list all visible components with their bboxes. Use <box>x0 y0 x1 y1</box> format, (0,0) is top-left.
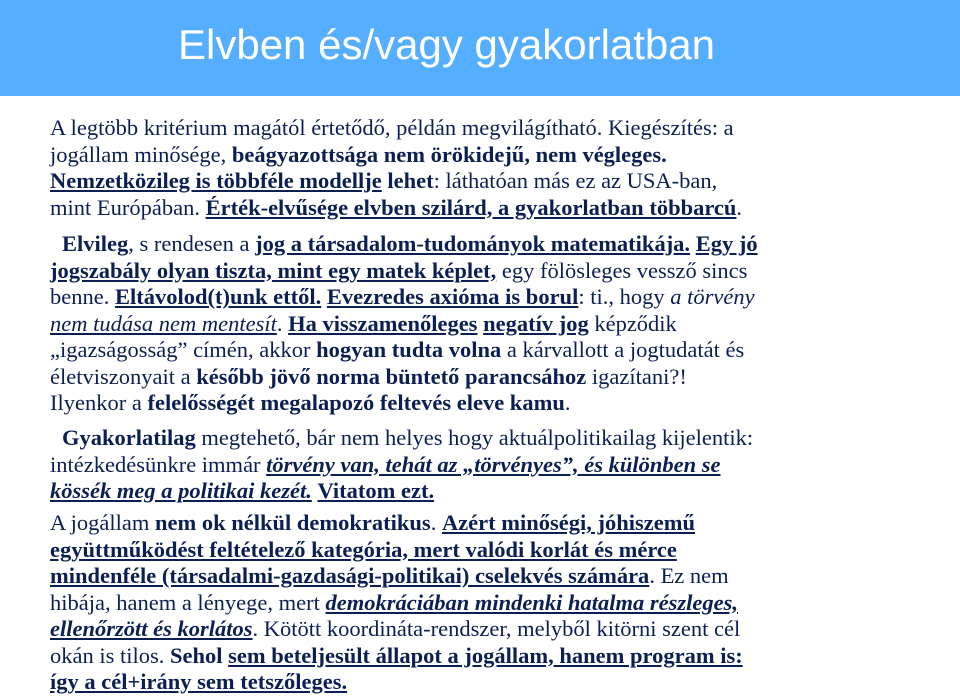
p4-partial-power-part2: ellenőrzött és korlátos <box>50 616 253 641</box>
p4-quality-part3: mindenféle (társadalmi-gazdasági-politikai) cselekvés számára <box>50 563 650 588</box>
paragraph-criteria <box>50 115 930 221</box>
p1-can-be: lehet <box>387 168 434 193</box>
paragraph-in-principle <box>50 231 930 417</box>
p2-line-4: nem tudása nem mentesít. Ha visszamenőleges negatív jog képződik <box>50 310 677 336</box>
slide-title: Elvben és/vagy gyakorlatban <box>178 21 715 68</box>
p3-line-2: intézkedésünkre immár törvény van, tehát az „törvényes”, és különben se <box>50 451 721 477</box>
p4-line-3: mindenféle (társadalmi-gazdasági-politikai) cselekvés számára. Ez nem <box>50 563 729 588</box>
p2-axiom-collapses: Evezredes axióma is borul <box>326 284 579 309</box>
p2-line-5: „igazságosság” címén, akkor hogyan tudta volna a kárvallott a jogtudatát és <box>50 337 745 362</box>
p4-nowhere: Sehol <box>170 642 223 668</box>
p3-law-exists-part1: törvény van, tehát az „törvényes”, és különben se <box>266 451 721 477</box>
title-bar <box>0 0 960 96</box>
p2-ignorance-part1: a törvény <box>670 284 755 309</box>
p2-good-law-part2: jogszabály olyan tiszta, mint egy matek képlet, <box>50 257 497 283</box>
p2-law-math: jog a társadalom-tudományok matematikája. <box>255 231 691 256</box>
p1-bold-permanence: beágyazottsága nem örökidejű, nem végleges. <box>231 141 667 167</box>
p4-quality-part2: együttműködést feltételező kategória, mert valódi korlát és mérce <box>50 536 677 562</box>
p2-drifted-away: Eltávolod(t)unk ettől. <box>114 284 322 309</box>
p4-program-part1: sem beteljesült állapot a jogállam, hanem program is: <box>228 642 743 668</box>
p3-dispute: Vitatom ezt. <box>317 478 435 503</box>
p2-retroactive: Ha visszamenőleges <box>288 310 478 336</box>
p4-line-6: okán is tilos. Sehol sem beteljesült állapot a jogállam, hanem program is: <box>50 642 743 668</box>
p1-line-3: Nemzetközileg is többféle modellje lehet: láthatóan más ez az USA-ban, <box>50 168 718 193</box>
p3-in-practice: Gyakorlatilag <box>62 425 196 450</box>
p2-ignorance-part2: nem tudása nem mentesít <box>50 310 277 336</box>
p4-line-2 <box>50 537 930 564</box>
paragraph-in-practice <box>50 425 930 505</box>
p2-line-3: benne. Eltávolod(t)unk ettől. Evezredes axióma is borul: ti., hogy a törvény <box>50 284 755 309</box>
p4-line-5: ellenőrzött és korlátos. Kötött koordináta-rendszer, melyből kitörni szent cél <box>50 616 741 641</box>
p2-line-1: Elvileg, s rendesen a jog a társadalom-tudományok matematikája. Egy jó <box>62 231 758 256</box>
p1-models-emphasis: Nemzetközileg is többféle modellje <box>50 168 382 193</box>
p3-line-3 <box>50 478 930 505</box>
p1-value-principle: Érték-elvűsége elvben szilárd, a gyakorlatban többarcú <box>205 194 737 220</box>
p2-line-7: Ilyenkor a felelősségét megalapozó feltevés eleve kamu. <box>50 390 571 415</box>
p1-line-4: mint Európában. Érték-elvűsége elvben szilárd, a gyakorlatban többarcú. <box>50 194 743 220</box>
p3-line-1: Gyakorlatilag megtehető, bár nem helyes hogy aktuálpolitikailag kijelentik: <box>62 425 754 450</box>
p2-line-6: életviszonyait a később jövő norma büntető parancsához igazítani?! <box>50 363 687 389</box>
p2-negative-law: negatív jog <box>483 310 589 336</box>
p4-line-7 <box>50 669 930 696</box>
p4-quality-part1: Azért minőségi, jóhiszemű <box>441 510 696 535</box>
p2-line-2: jogszabály olyan tiszta, mint egy matek képlet, egy fölösleges vessző sincs <box>50 257 748 283</box>
p4-program-part2: így a cél+irány sem tetszőleges. <box>50 669 348 694</box>
p2-good-law-part1: Egy jó <box>695 231 758 256</box>
paragraph-democratic <box>50 510 930 696</box>
p2-later-norm: később jövő norma büntető parancsához <box>196 363 587 389</box>
p2-how-could: hogyan tudta volna <box>316 337 502 362</box>
p4-line-1: A jogállam nem ok nélkül demokratikus. Azért minőségi, jóhiszemű <box>50 510 696 535</box>
p4-not-without-reason: nem ok nélkül demokratikus <box>155 510 431 535</box>
p2-in-principle: Elvileg <box>62 231 129 256</box>
p3-law-exists-part2: kössék meg a politikai kezét. <box>50 478 312 503</box>
p4-line-4: hibája, hanem a lényege, mert demokráciában mindenki hatalma részleges, <box>50 589 739 615</box>
p1-line-2: jogállam minősége, beágyazottsága nem örökidejű, nem végleges. <box>50 141 667 167</box>
p2-responsibility: felelősségét megalapozó feltevés eleve kamu <box>147 390 565 415</box>
p4-partial-power-part1: demokráciában mindenki hatalma részleges, <box>325 589 739 615</box>
p1-line-1: A legtöbb kritérium magától értetődő, példán megvilágítható. Kiegészítés: a <box>50 115 734 140</box>
